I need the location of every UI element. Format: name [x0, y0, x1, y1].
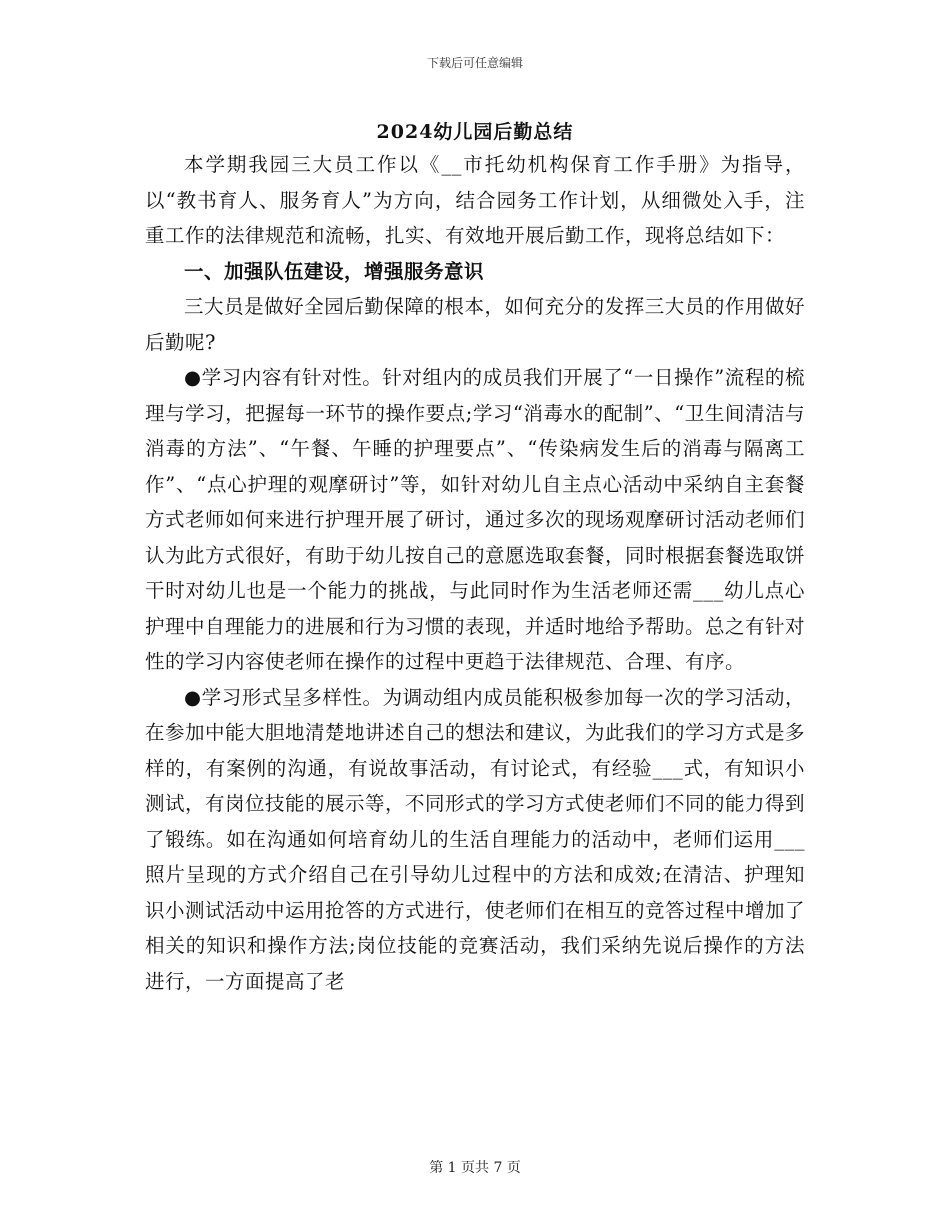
intro-paragraph: 本学期我园三大员工作以《__市托幼机构保育工作手册》为指导，以“教书育人、服务育人”为方向，结合园务工作计划，从细微处入手，注重工作的法律规范和流畅，扎实、有效地开展后勤工作，现将总结如下：: [145, 153, 805, 247]
section-heading: 一、加强队伍建设，增强服务意识: [184, 259, 485, 283]
section-paragraph: 三大员是做好全园后勤保障的根本，如何充分的发挥三大员的作用做好后勤呢?: [145, 295, 805, 354]
bullet-paragraph-form: ●学习形式呈多样性。为调动组内成员能积极参加每一次的学习活动，在参加中能大胆地清楚地讲述自己的想法和建议，为此我们的学习方式是多样的，有案例的沟通，有说故事活动，有讨论式，有经验___式，有知识小测试，有岗位技能的展示等，不同形式的学习方式使老师们不同的能力得到了锻练。如在沟通如何培育幼儿的生活自理能力的活动中，老师们运用___照片呈现的方式介绍自己在引导幼儿过程中的方法和成效;在清洁、护理知识小测试活动中运用抢答的方式进行，使老师们在相互的竞答过程中增加了相关的知识和操作方法;岗位技能的竞赛活动，我们采纳先说后操作的方法进行，一方面提高了老: [145, 685, 806, 993]
document-body: [145, 147, 805, 999]
page-header-note: 下载后可任意编辑: [426, 56, 523, 70]
page-number: 第 1 页共 7 页: [429, 1160, 521, 1176]
bullet-paragraph-content: ●学习内容有针对性。针对组内的成员我们开展了“一日操作”流程的梳理与学习，把握每一环节的操作要点;学习“消毒水的配制”、“卫生间清洁与消毒的方法”、“午餐、午睡的护理要点”、“传染病发生后的消毒与隔离工作”、“点心护理的观摩研讨”等，如针对幼儿自主点心活动中采纳自主套餐方式老师如何来进行护理开展了研讨，通过多次的现场观摩研讨活动老师们认为此方式很好，有助于幼儿按自己的意愿选取套餐，同时根据套餐选取饼干时对幼儿也是一个能力的挑战，与此同时作为生活老师还需___幼儿点心护理中自理能力的进展和行为习惯的表现，并适时地给予帮助。总之有针对性的学习内容使老师在操作的过程中更趋于法律规范、合理、有序。: [145, 366, 806, 673]
document-title: 2024幼儿园后勤总结: [376, 121, 574, 143]
